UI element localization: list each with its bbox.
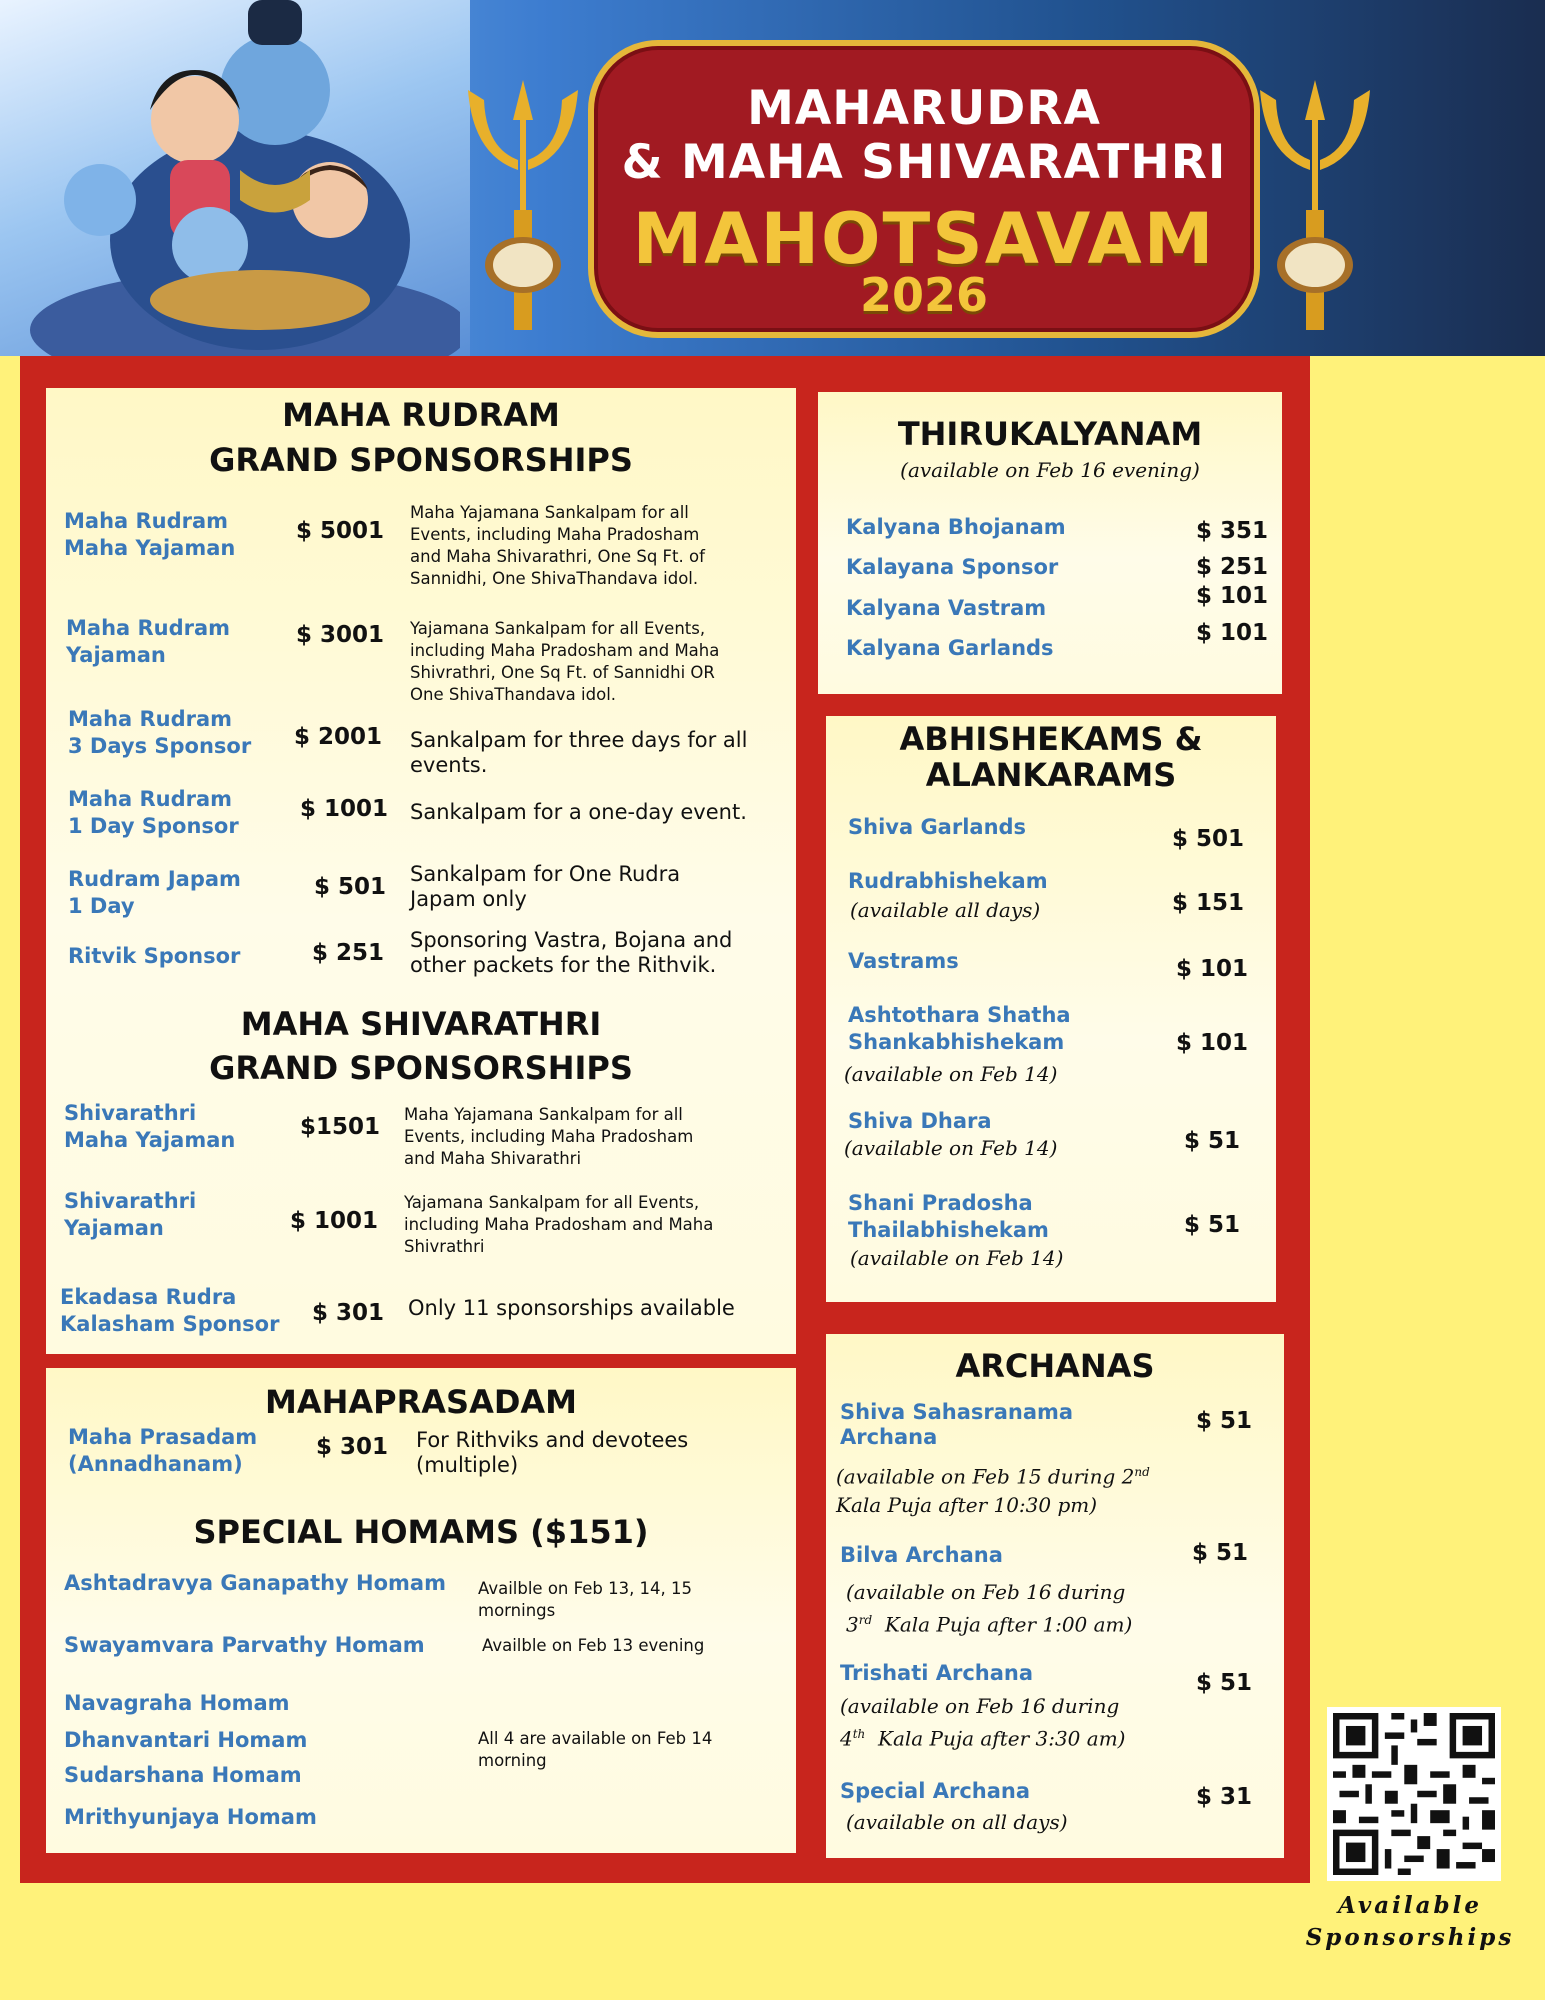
thirukalyanam-item-price: $ 101 [1196,583,1269,609]
maha-rudram-item-price: $ 2001 [294,724,383,750]
trident-right-icon [1240,60,1390,340]
title-line-1 [594,82,1254,190]
abhishekam-item-note: (available on Feb 14) [844,1136,1058,1160]
archana-item-price: $ 51 [1196,1408,1253,1434]
mahaprasadam-item-desc: For Rithviks and devotees (multiple) [416,1428,689,1477]
thirukalyanam-note: (available on Feb 16 evening) [900,458,1200,482]
qr-code-icon[interactable] [1327,1707,1501,1881]
maha-rudram-heading-2: GRAND SPONSORSHIPS [209,441,633,479]
homam-note: Availble on Feb 13 evening [482,1636,705,1655]
abhishekam-item-price: $ 51 [1184,1212,1241,1238]
archana-item-note: (available on Feb 16 during 3rd Kala Puja after 1:00 am) [846,1580,1133,1637]
maha-rudram-item-price: $ 501 [314,874,387,900]
maha-rudram-item-price: $ 3001 [296,622,385,648]
homam-item: Mrithyunjaya Homam [64,1805,317,1829]
maha-rudram-item-name: Maha Rudram Yajaman [66,616,231,667]
thirukalyanam-item-name: Kalayana Sponsor [846,555,1059,579]
archana-item-price: $ 51 [1196,1670,1253,1696]
maha-rudram-item-desc: Sponsoring Vastra, Bojana and other packets for the Rithvik. [410,928,733,977]
shivarathri-item-price: $ 301 [312,1300,385,1326]
mahaprasadam-panel [46,1368,796,1853]
title-plate [588,40,1260,338]
abhishekams-heading-1: ABHISHEKAMS & [899,720,1203,758]
title-year: 2026 [859,268,989,322]
trident-left-icon [448,60,598,340]
abhishekam-item-price: $ 151 [1172,890,1245,916]
abhishekam-item-price: $ 101 [1176,956,1249,982]
abhishekam-item-note: (available all days) [850,898,1041,922]
mahaprasadam-item-price: $ 301 [316,1434,389,1460]
shivarathri-item-price: $ 1001 [290,1208,379,1234]
shivarathri-heading-2: GRAND SPONSORSHIPS [209,1049,633,1087]
shivarathri-item-price: $1501 [300,1114,381,1140]
thirukalyanam-item-price: $ 251 [1196,554,1269,580]
homam-item: Ashtadravya Ganapathy Homam [64,1571,446,1595]
archana-item-name: Bilva Archana [840,1543,1003,1567]
thirukalyanam-item-price: $ 101 [1196,620,1269,646]
thirukalyanam-item-name: Kalyana Vastram [846,596,1047,620]
thirukalyanam-item-price: $ 351 [1196,518,1269,544]
maha-rudram-item-price: $ 251 [312,940,385,966]
archana-item-name: Special Archana [840,1779,1031,1803]
maha-rudram-item-name: Ritvik Sponsor [68,944,241,968]
homam-note: All 4 are available on Feb 14 morning [478,1729,713,1770]
homam-item: Dhanvantari Homam [64,1728,308,1752]
shivarathri-heading-1: MAHA SHIVARATHRI [240,1005,602,1043]
abhishekam-item-note: (available on Feb 14) [850,1246,1064,1270]
maha-rudram-item-desc: Maha Yajamana Sankalpam for all Events, including Maha Pradosham and Maha Shivarathri, One Sq Ft. of Sannidhi, One ShivaThandava idol. [410,503,705,588]
archanas-panel [826,1334,1284,1858]
thirukalyanam-panel [818,392,1282,694]
title-mahotsavam: MAHOTSAVAM [632,198,1216,280]
homam-item: Navagraha Homam [64,1691,290,1715]
abhishekams-panel [826,716,1276,1302]
thirukalyanam-item-name: Kalyana Bhojanam [846,515,1066,539]
shivarathri-item-desc: Maha Yajamana Sankalpam for all Events, including Maha Pradosham and Maha Shivarathri [404,1105,694,1168]
maha-rudram-panel [46,388,796,1354]
homam-item: Sudarshana Homam [64,1763,302,1787]
maha-rudram-item-desc: Sankalpam for a one-day event. [410,800,747,824]
thirukalyanam-item-name: Kalyana Garlands [846,636,1054,660]
qr-caption: Available Sponsorships [1305,1892,1515,1951]
shivarathri-item-desc: Only 11 sponsorships available [408,1296,735,1320]
abhishekam-item-price: $ 501 [1172,826,1245,852]
maha-rudram-heading-1: MAHA RUDRAM [282,396,560,434]
maha-rudram-item-price: $ 1001 [300,796,389,822]
thirukalyanam-heading: THIRUKALYANAM [897,415,1203,453]
archana-item-price: $ 31 [1196,1784,1253,1810]
abhishekam-item-name: Rudrabhishekam [848,869,1048,893]
archana-item-name: Trishati Archana [840,1661,1034,1685]
shivarathri-item-name: Shivarathri Maha Yajaman [64,1101,236,1152]
maha-rudram-item-desc: Sankalpam for three days for all events. [410,728,748,777]
abhishekam-item-name: Ashtothara Shatha Shankabhishekam [848,1003,1071,1054]
maha-rudram-item-name: Maha Rudram 3 Days Sponsor [68,707,252,758]
abhishekam-item-name: Shiva Garlands [848,815,1027,839]
maha-rudram-item-desc: Sankalpam for One Rudra Japam only [410,862,681,911]
archana-item-price: $ 51 [1192,1540,1249,1566]
archana-item-note: (available on Feb 15 during 2nd Kala Puja after 10:30 pm) [836,1464,1150,1517]
abhishekams-heading-2: ALANKARAMS [925,756,1177,794]
maha-rudram-item-name: Maha Rudram Maha Yajaman [64,509,236,560]
shivarathri-item-name: Ekadasa Rudra Kalasham Sponsor [60,1285,280,1336]
abhishekam-item-price: $ 101 [1176,1030,1249,1056]
shivarathri-item-name: Shivarathri Yajaman [64,1189,197,1240]
archana-item-note: (available on Feb 16 during 4th Kala Puja after 3:30 am) [840,1694,1126,1751]
mahaprasadam-heading: MAHAPRASADAM [265,1383,577,1421]
homam-item: Swayamvara Parvathy Homam [64,1633,425,1657]
mahaprasadam-item-name: Maha Prasadam (Annadhanam) [68,1425,258,1476]
abhishekam-item-name: Shiva Dhara [848,1109,992,1133]
maha-rudram-item-desc: Yajamana Sankalpam for all Events, including Maha Pradosham and Maha Shivrathri, One Sq Ft. of Sannidhi OR One ShivaThandava idol. [410,619,720,704]
shivarathri-item-desc: Yajamana Sankalpam for all Events, including Maha Pradosham and Maha Shivrathri [404,1193,714,1256]
abhishekam-item-price: $ 51 [1184,1128,1241,1154]
abhishekam-item-note: (available on Feb 14) [844,1062,1058,1086]
archana-item-name: Shiva Sahasranama Archana [840,1400,1074,1449]
maha-rudram-item-name: Rudram Japam 1 Day [68,867,241,918]
deity-family-illustration [20,0,460,356]
abhishekam-item-name: Vastrams [848,949,959,973]
maha-rudram-item-price: $ 5001 [296,518,385,544]
homam-note: Availble on Feb 13, 14, 15 mornings [478,1579,693,1620]
header-banner [0,0,1545,356]
maha-rudram-item-name: Maha Rudram 1 Day Sponsor [68,787,239,838]
homams-heading: SPECIAL HOMAMS ($151) [193,1513,649,1551]
abhishekam-item-name: Shani Pradosha Thailabhishekam [848,1191,1049,1242]
title-shivarathri: & MAHA SHIVARATHRI [621,135,1227,190]
title-maharudra: MAHARUDRA [747,81,1101,136]
archana-item-note: (available on all days) [846,1810,1068,1834]
archanas-heading: ARCHANAS [955,1347,1155,1385]
